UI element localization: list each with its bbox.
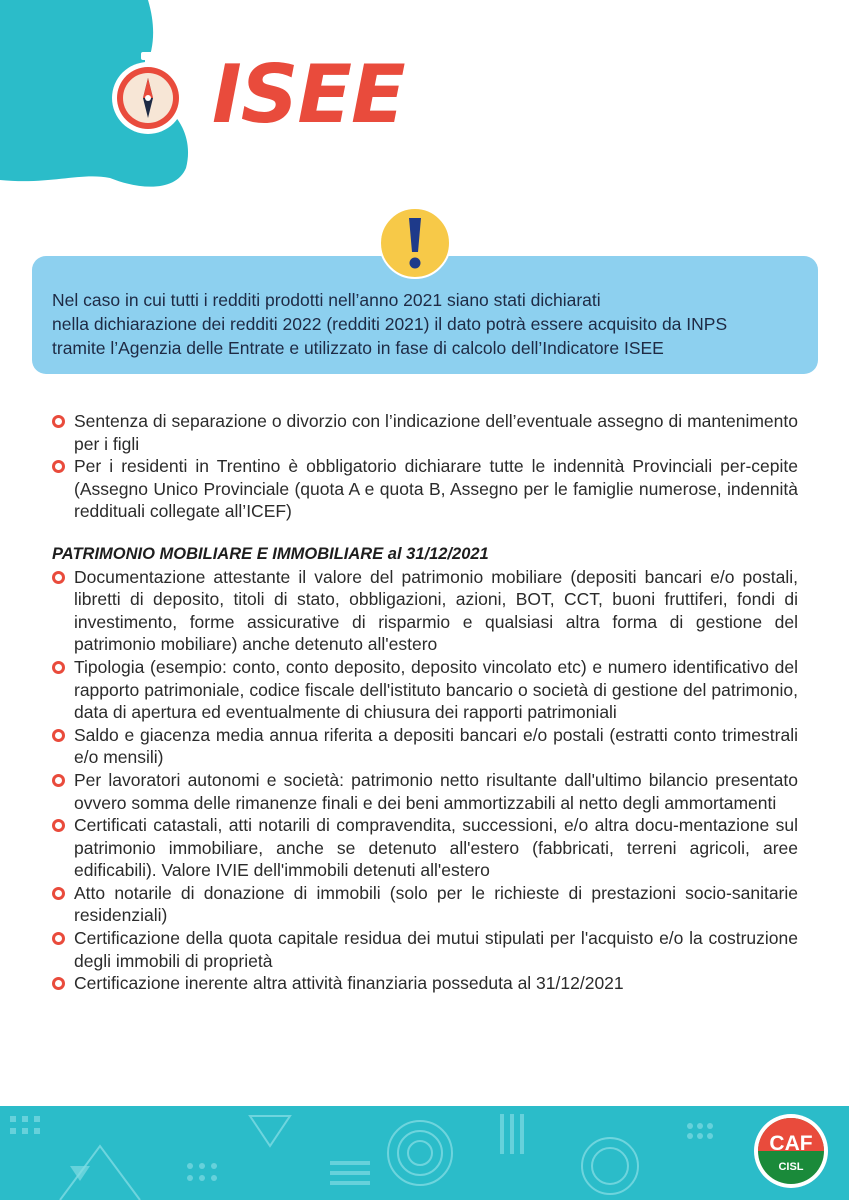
bullet-icon bbox=[52, 932, 65, 945]
logo-sub-text: CISL bbox=[778, 1161, 804, 1173]
bullet-icon bbox=[52, 460, 65, 473]
footer-pattern bbox=[0, 1106, 849, 1200]
compass-icon bbox=[108, 52, 188, 136]
list-item: Certificazione della quota capitale residua dei mutui stipulati per l'acquisto e/o la costruzione degli immobili di proprietà bbox=[52, 927, 798, 972]
caf-cisl-logo bbox=[752, 1110, 830, 1192]
list-item: Atto notarile di donazione di immobili (solo per le richieste di prestazioni socio-sanitarie residenziali) bbox=[52, 882, 798, 927]
bullet-icon bbox=[52, 774, 65, 787]
document-body bbox=[52, 410, 798, 995]
list-item: Certificazione inerente altra attività finanziaria posseduta al 31/12/2021 bbox=[52, 972, 798, 995]
info-line: tramite l’Agenzia delle Entrate e utilizzato in fase di calcolo dell’Indicatore ISEE bbox=[52, 338, 664, 358]
info-line: Nel caso in cui tutti i redditi prodotti nell’anno 2021 siano stati dichiarati bbox=[52, 290, 601, 310]
bullet-icon bbox=[52, 977, 65, 990]
list-item: Saldo e giacenza media annua riferita a depositi bancari e/o postali (estratti conto trimestrali e/o mensili) bbox=[52, 724, 798, 769]
page-title: ISEE bbox=[212, 48, 405, 141]
document-list-top bbox=[52, 410, 798, 523]
bullet-icon bbox=[52, 415, 65, 428]
list-item: Per i residenti in Trentino è obbligatorio dichiarare tutte le indennità Provinciali per-cepite (Assegno Unico Provinciale (quota A e quota B, Assegno per le famiglie numerose, indennità reddituali collegate all’ICEF) bbox=[52, 455, 798, 523]
list-item: Tipologia (esempio: conto, conto deposito, deposito vincolato etc) e numero identificativo del rapporto patrimoniale, codice fiscale dell'istituto bancario o società di gestione del patrimonio, data di apertura ed eventualmente di chiusura dei rapporti patrimoniali bbox=[52, 656, 798, 724]
info-line: nella dichiarazione dei redditi 2022 (redditi 2021) il dato potrà essere acquisito da INPS bbox=[52, 314, 728, 334]
bullet-icon bbox=[52, 819, 65, 832]
bullet-icon bbox=[52, 571, 65, 584]
section-heading: PATRIMONIO MOBILIARE E IMMOBILIARE al 31/12/2021 bbox=[52, 544, 489, 563]
info-text bbox=[52, 288, 812, 360]
logo-main-text: CAF bbox=[769, 1132, 813, 1155]
bullet-icon bbox=[52, 661, 65, 674]
document-list-patrimonio bbox=[52, 566, 798, 995]
exclamation-icon bbox=[378, 206, 452, 280]
bullet-icon bbox=[52, 887, 65, 900]
bullet-icon bbox=[52, 729, 65, 742]
list-item: Documentazione attestante il valore del patrimonio mobiliare (depositi bancari e/o postali, libretti di deposito, titoli di stato, obbligazioni, azioni, BOT, CCT, buoni fruttiferi, fondi di investimento, forme assicurative di risparmio e qualsiasi altra forma di gestione del patrimonio mobiliare) anche detenuto all'estero bbox=[52, 566, 798, 656]
list-item: Certificati catastali, atti notarili di compravendita, successioni, e/o altra docu-mentazione sul patrimonio immobiliare, anche se detenuto all'estero (fabbricati, terreni agricoli, aree edificabili). Valore IVIE dell'immobili detenuti all'estero bbox=[52, 814, 798, 882]
list-item: Per lavoratori autonomi e società: patrimonio netto risultante dall'ultimo bilancio presentato ovvero somma delle rimanenze finali e dei beni ammortizzabili al netto degli ammortamenti bbox=[52, 769, 798, 814]
list-item: Sentenza di separazione o divorzio con l’indicazione dell’eventuale assegno di mantenimento per i figli bbox=[52, 410, 798, 455]
